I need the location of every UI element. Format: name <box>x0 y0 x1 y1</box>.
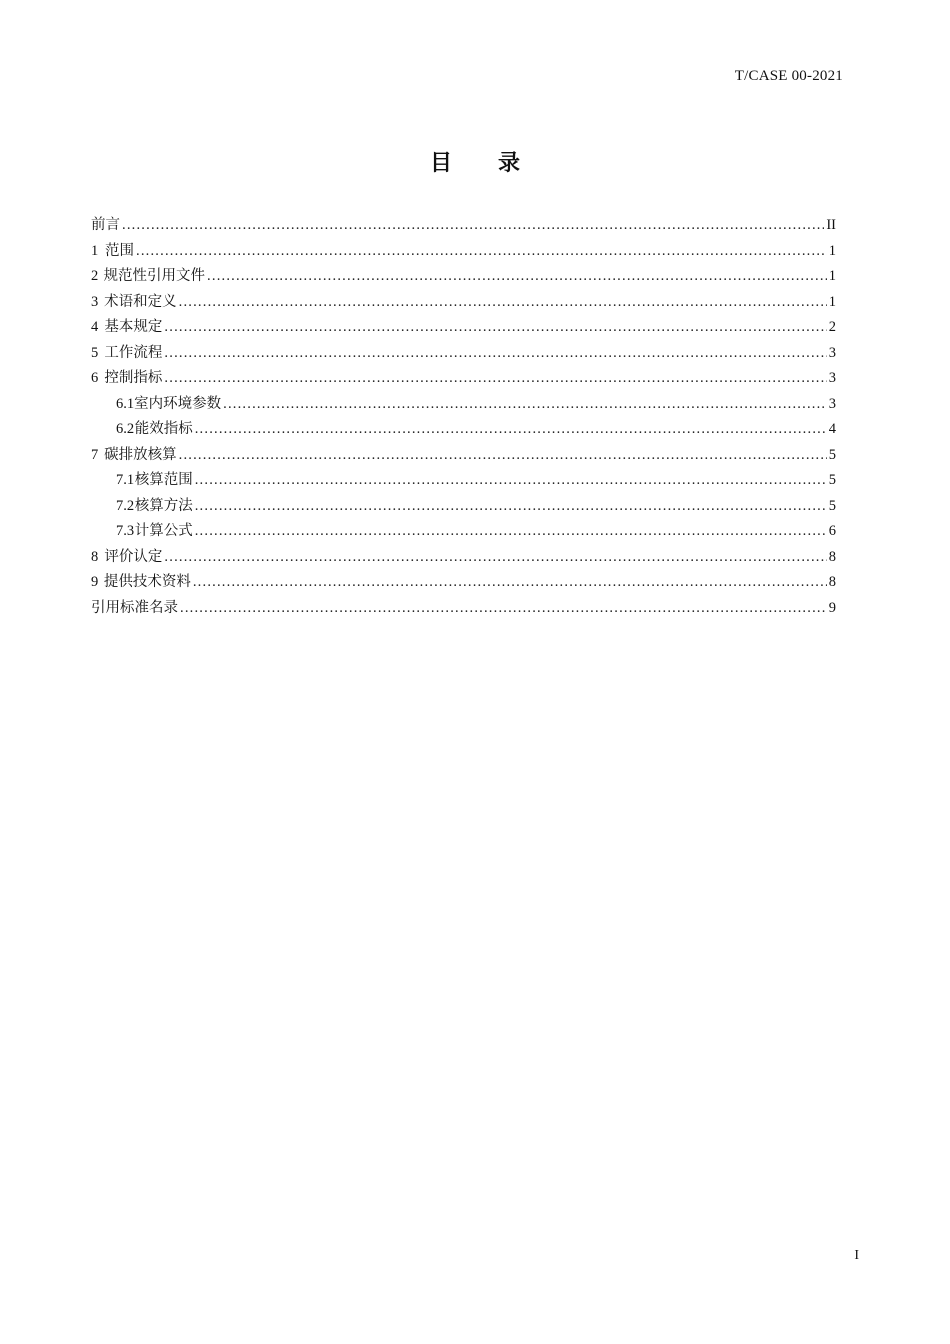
toc-entry-title: 评价认定 <box>104 548 163 565</box>
document-code: T/CASE 00-2021 <box>734 68 843 84</box>
toc-entry[interactable] <box>91 468 836 494</box>
toc-dot-leader <box>180 600 827 617</box>
toc-entry-title: 范围 <box>105 242 134 259</box>
toc-dot-leader <box>195 421 827 438</box>
toc-entry-page: 1 <box>828 293 836 310</box>
toc-entry-number: 7.1 <box>116 472 135 488</box>
toc-entry-number: 1 <box>91 242 99 259</box>
toc-entry-number: 5 <box>91 344 99 361</box>
toc-dot-leader <box>164 345 826 362</box>
toc-dot-leader <box>179 447 827 464</box>
toc-entry-page: 8 <box>828 574 836 590</box>
toc-entry-page: 3 <box>828 370 836 386</box>
toc-dot-leader <box>164 319 826 336</box>
toc-entry-page: 3 <box>828 395 836 412</box>
toc-entry[interactable] <box>91 519 836 545</box>
toc-entry[interactable] <box>91 443 836 469</box>
toc-entry-number: 4 <box>91 319 99 335</box>
toc-entry-number: 6.2 <box>116 421 135 437</box>
toc-entry-title: 术语和定义 <box>104 293 177 310</box>
toc-dot-leader <box>122 217 824 234</box>
toc-entry-title: 引用标准名录 <box>91 599 178 616</box>
toc-entry-page: 3 <box>828 344 836 361</box>
toc-entry-page: 1 <box>828 242 836 259</box>
toc-entry-page: 6 <box>828 523 836 539</box>
toc-entry-number: 7.2 <box>116 497 135 514</box>
toc-entry-number: 2 <box>91 268 99 284</box>
toc-entry[interactable] <box>91 315 836 341</box>
toc-entry-title: 核算范围 <box>134 472 193 488</box>
toc-entry[interactable] <box>91 290 836 316</box>
page-number: I <box>854 1248 859 1263</box>
toc-entry-title: 提供技术资料 <box>103 574 191 590</box>
toc-entry[interactable] <box>91 392 836 418</box>
toc-entry-title: 工作流程 <box>104 344 163 361</box>
toc-entry-page: 4 <box>828 421 836 437</box>
toc-dot-leader <box>223 396 827 413</box>
toc-entry-page: 5 <box>828 472 836 488</box>
toc-entry-title: 计算公式 <box>134 523 193 539</box>
toc-entry-number: 6.1 <box>116 395 135 412</box>
toc-title-char-1: 目 <box>429 151 452 176</box>
toc-dot-leader <box>195 498 827 515</box>
toc-entry-title: 能效指标 <box>134 421 193 437</box>
toc-dot-leader <box>207 268 827 285</box>
toc-dot-leader <box>179 294 827 311</box>
toc-entry[interactable] <box>91 545 836 571</box>
toc-entry[interactable] <box>91 596 836 622</box>
toc-dot-leader <box>136 243 827 260</box>
toc-entry-number: 7 <box>91 446 99 463</box>
toc-entry[interactable] <box>91 213 836 239</box>
toc-title-char-2: 录 <box>498 151 521 176</box>
toc-dot-leader <box>164 549 826 566</box>
toc-entry[interactable] <box>91 570 836 596</box>
toc-entry-page: 1 <box>828 268 836 284</box>
toc-dot-leader <box>195 523 827 540</box>
toc-entry[interactable] <box>91 366 836 392</box>
toc-dot-leader <box>164 370 826 387</box>
toc-entry-page: II <box>826 217 836 233</box>
toc-entry[interactable] <box>91 264 836 290</box>
toc-entry-number: 8 <box>91 548 99 565</box>
toc-dot-leader <box>193 574 827 591</box>
toc-entry-number: 3 <box>91 293 99 310</box>
toc-entry-title: 室内环境参数 <box>134 395 222 412</box>
table-of-contents <box>91 213 836 621</box>
toc-entry-title: 前言 <box>91 217 120 233</box>
toc-entry-page: 2 <box>828 319 836 335</box>
toc-entry[interactable] <box>91 494 836 520</box>
toc-entry[interactable] <box>91 239 836 265</box>
toc-title <box>0 146 950 177</box>
toc-dot-leader <box>195 472 827 489</box>
toc-entry-title: 碳排放核算 <box>104 446 177 463</box>
toc-entry-title: 基本规定 <box>104 319 163 335</box>
toc-entry-page: 8 <box>828 548 836 565</box>
toc-entry-page: 9 <box>828 599 836 616</box>
toc-entry-number: 6 <box>91 370 99 386</box>
toc-entry-title: 核算方法 <box>134 497 193 514</box>
toc-entry[interactable] <box>91 417 836 443</box>
toc-entry[interactable] <box>91 341 836 367</box>
toc-entry-number: 7.3 <box>116 523 135 539</box>
toc-entry-page: 5 <box>828 497 836 514</box>
toc-entry-page: 5 <box>828 446 836 463</box>
toc-entry-number: 9 <box>91 574 99 590</box>
toc-entry-title: 规范性引用文件 <box>103 268 206 284</box>
toc-entry-title: 控制指标 <box>104 370 163 386</box>
